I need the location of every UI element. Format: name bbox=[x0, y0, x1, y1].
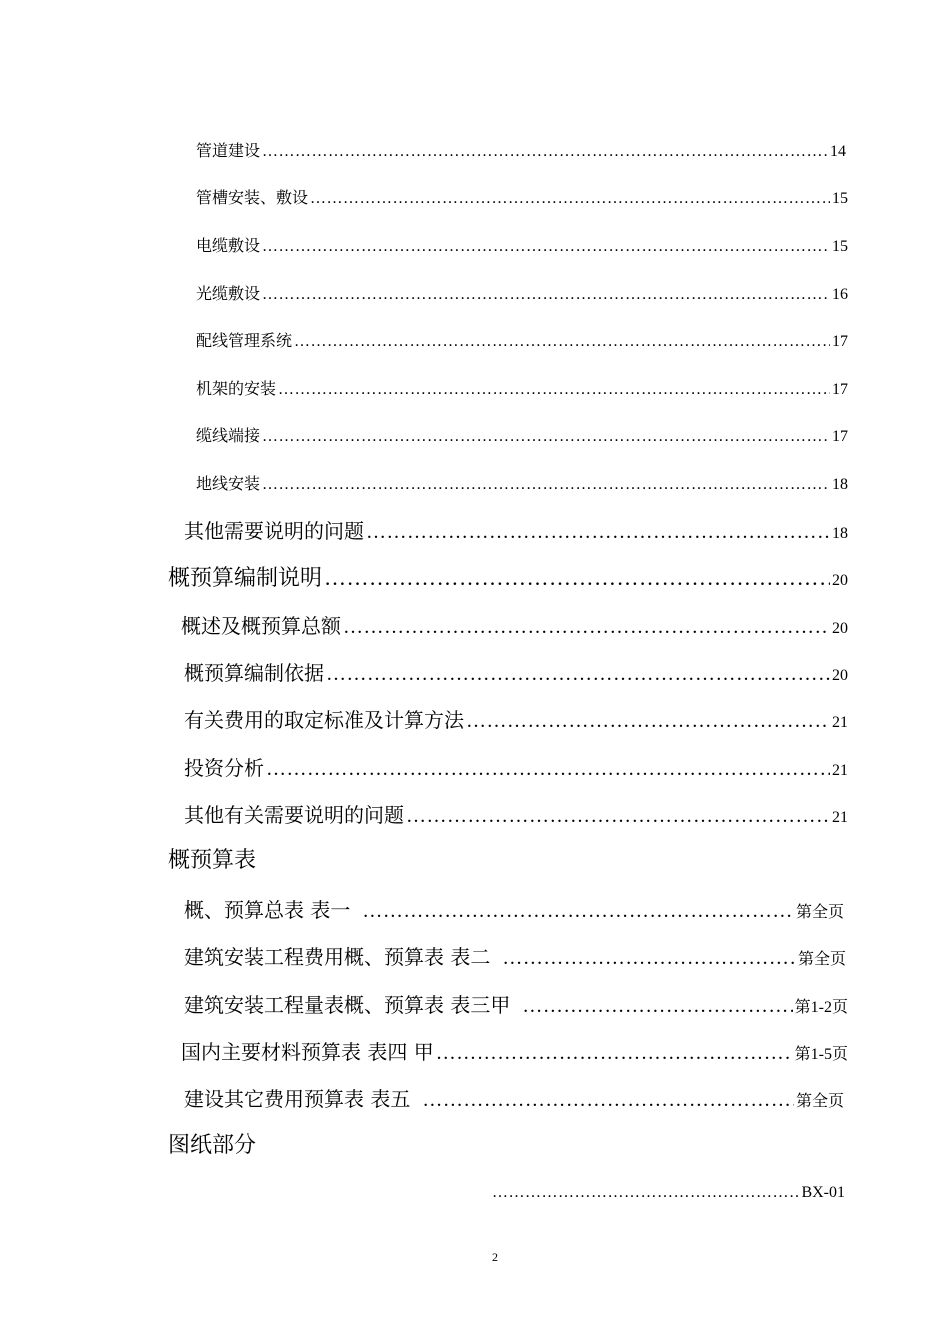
toc-leader-dots bbox=[406, 805, 830, 828]
toc-entry-label: 概、预算总表 表一 bbox=[184, 898, 351, 922]
toc-page-number: 17 bbox=[832, 333, 848, 350]
toc-entry-label: 光缆敷设 bbox=[196, 284, 261, 303]
toc-entry-label: 电缆敷设 bbox=[196, 236, 261, 255]
toc-page-number: 16 bbox=[832, 286, 848, 303]
toc-entry-fiber-laying[interactable] bbox=[196, 281, 848, 304]
toc-entry-label: 建筑安装工程量表概、预算表 表三甲 bbox=[184, 993, 511, 1017]
toc-page-number: BX-01 bbox=[801, 1184, 845, 1201]
toc-leader-dots bbox=[343, 616, 830, 639]
toc-leader-dots bbox=[466, 710, 830, 733]
toc-entry-label: 建筑安装工程费用概、预算表 表二 bbox=[184, 945, 491, 969]
toc-page-number: 第全页 bbox=[795, 904, 844, 921]
toc-leader-dots bbox=[262, 238, 830, 256]
toc-page-number: 18 bbox=[832, 476, 848, 493]
toc-entry-label: 管槽安装、敷设 bbox=[196, 188, 309, 207]
toc-entry-drawing-bx01[interactable] bbox=[492, 1184, 845, 1202]
toc-entry-other-related-issues[interactable] bbox=[184, 799, 848, 828]
toc-leader-dots bbox=[324, 565, 830, 591]
toc-page-number: 14 bbox=[830, 143, 846, 160]
toc-page-number: 21 bbox=[832, 714, 848, 731]
toc-entry-budget-overview[interactable] bbox=[181, 610, 848, 639]
toc-page-number: 15 bbox=[832, 238, 848, 255]
toc-entry-label: 其他需要说明的问题 bbox=[184, 519, 364, 543]
toc-page-number: 第1-5页 bbox=[794, 1046, 848, 1063]
toc-leader-dots bbox=[310, 190, 830, 208]
toc-leader-dots bbox=[262, 286, 830, 304]
toc-entry-rack-install[interactable] bbox=[196, 376, 848, 399]
toc-leader-dots bbox=[326, 663, 830, 686]
toc-leader-dots bbox=[492, 1184, 799, 1202]
toc-page-number: 第全页 bbox=[797, 951, 846, 968]
toc-entry-pipeline-construction[interactable] bbox=[196, 138, 846, 161]
toc-page-number: 18 bbox=[832, 525, 848, 542]
toc-entry-label: 管道建设 bbox=[196, 141, 261, 160]
toc-page-number: 20 bbox=[832, 667, 848, 684]
toc-page-number: 20 bbox=[832, 620, 848, 637]
toc-leader-dots bbox=[366, 521, 830, 544]
toc-leader-dots bbox=[262, 476, 830, 494]
toc-heading-drawings[interactable]: 图纸部分 bbox=[168, 1133, 257, 1158]
toc-entry-label: 缆线端接 bbox=[196, 426, 261, 445]
toc-entry-label: 国内主要材料预算表 表四 甲 bbox=[181, 1040, 434, 1064]
toc-heading-budget-tables[interactable]: 概预算表 bbox=[168, 848, 257, 873]
toc-page-number: 17 bbox=[832, 428, 848, 445]
toc-entry-label: 投资分析 bbox=[184, 756, 264, 780]
toc-entry-cable-laying[interactable] bbox=[196, 233, 848, 256]
toc-entry-label: 概述及概预算总额 bbox=[181, 614, 341, 638]
toc-leader-dots bbox=[278, 381, 830, 399]
toc-entry-table-three-a[interactable] bbox=[184, 989, 848, 1018]
toc-entry-trunking-install[interactable] bbox=[196, 185, 848, 208]
toc-leader-dots bbox=[294, 333, 830, 351]
toc-entry-cost-standards[interactable] bbox=[184, 704, 848, 733]
toc-page-number: 21 bbox=[832, 809, 848, 826]
page-number: 2 bbox=[492, 1250, 498, 1264]
toc-entry-table-two[interactable] bbox=[184, 941, 846, 970]
toc-leader-dots bbox=[262, 143, 828, 161]
toc-leader-dots bbox=[422, 1089, 794, 1112]
toc-page-number: 20 bbox=[832, 572, 848, 589]
toc-leader-dots bbox=[502, 947, 796, 970]
toc-entry-budget-description[interactable] bbox=[168, 561, 848, 592]
toc-entry-label: 概预算编制依据 bbox=[184, 661, 324, 685]
toc-entry-cable-termination[interactable] bbox=[196, 423, 848, 446]
toc-leader-dots bbox=[266, 758, 830, 781]
toc-entry-ground-install[interactable] bbox=[196, 471, 848, 494]
toc-entry-budget-basis[interactable] bbox=[184, 657, 848, 686]
toc-leader-dots bbox=[362, 900, 794, 923]
toc-page-number: 第全页 bbox=[795, 1093, 844, 1110]
toc-entry-label: 地线安装 bbox=[196, 474, 261, 493]
toc-entry-label: 配线管理系统 bbox=[196, 331, 293, 350]
toc-entry-investment-analysis[interactable] bbox=[184, 752, 848, 781]
toc-page-number: 第1-2页 bbox=[794, 999, 848, 1016]
toc-leader-dots bbox=[522, 995, 792, 1018]
toc-entry-label: 有关费用的取定标准及计算方法 bbox=[184, 708, 464, 732]
toc-page-number: 17 bbox=[832, 381, 848, 398]
toc-entry-label: 建设其它费用预算表 表五 bbox=[184, 1087, 411, 1111]
toc-entry-table-four-a[interactable] bbox=[181, 1036, 848, 1065]
toc-leader-dots bbox=[436, 1042, 793, 1065]
toc-entry-label: 机架的安装 bbox=[196, 379, 277, 398]
toc-entry-table-five[interactable] bbox=[184, 1083, 844, 1112]
toc-entry-other-issues[interactable] bbox=[184, 515, 848, 544]
toc-entry-wiring-management[interactable] bbox=[196, 328, 848, 351]
toc-entry-label: 其他有关需要说明的问题 bbox=[184, 803, 404, 827]
toc-page-number: 15 bbox=[832, 190, 848, 207]
toc-leader-dots bbox=[262, 428, 830, 446]
toc-entry-table-one[interactable] bbox=[184, 894, 844, 923]
toc-page-number: 21 bbox=[832, 762, 848, 779]
toc-entry-label: 概预算编制说明 bbox=[168, 566, 323, 591]
